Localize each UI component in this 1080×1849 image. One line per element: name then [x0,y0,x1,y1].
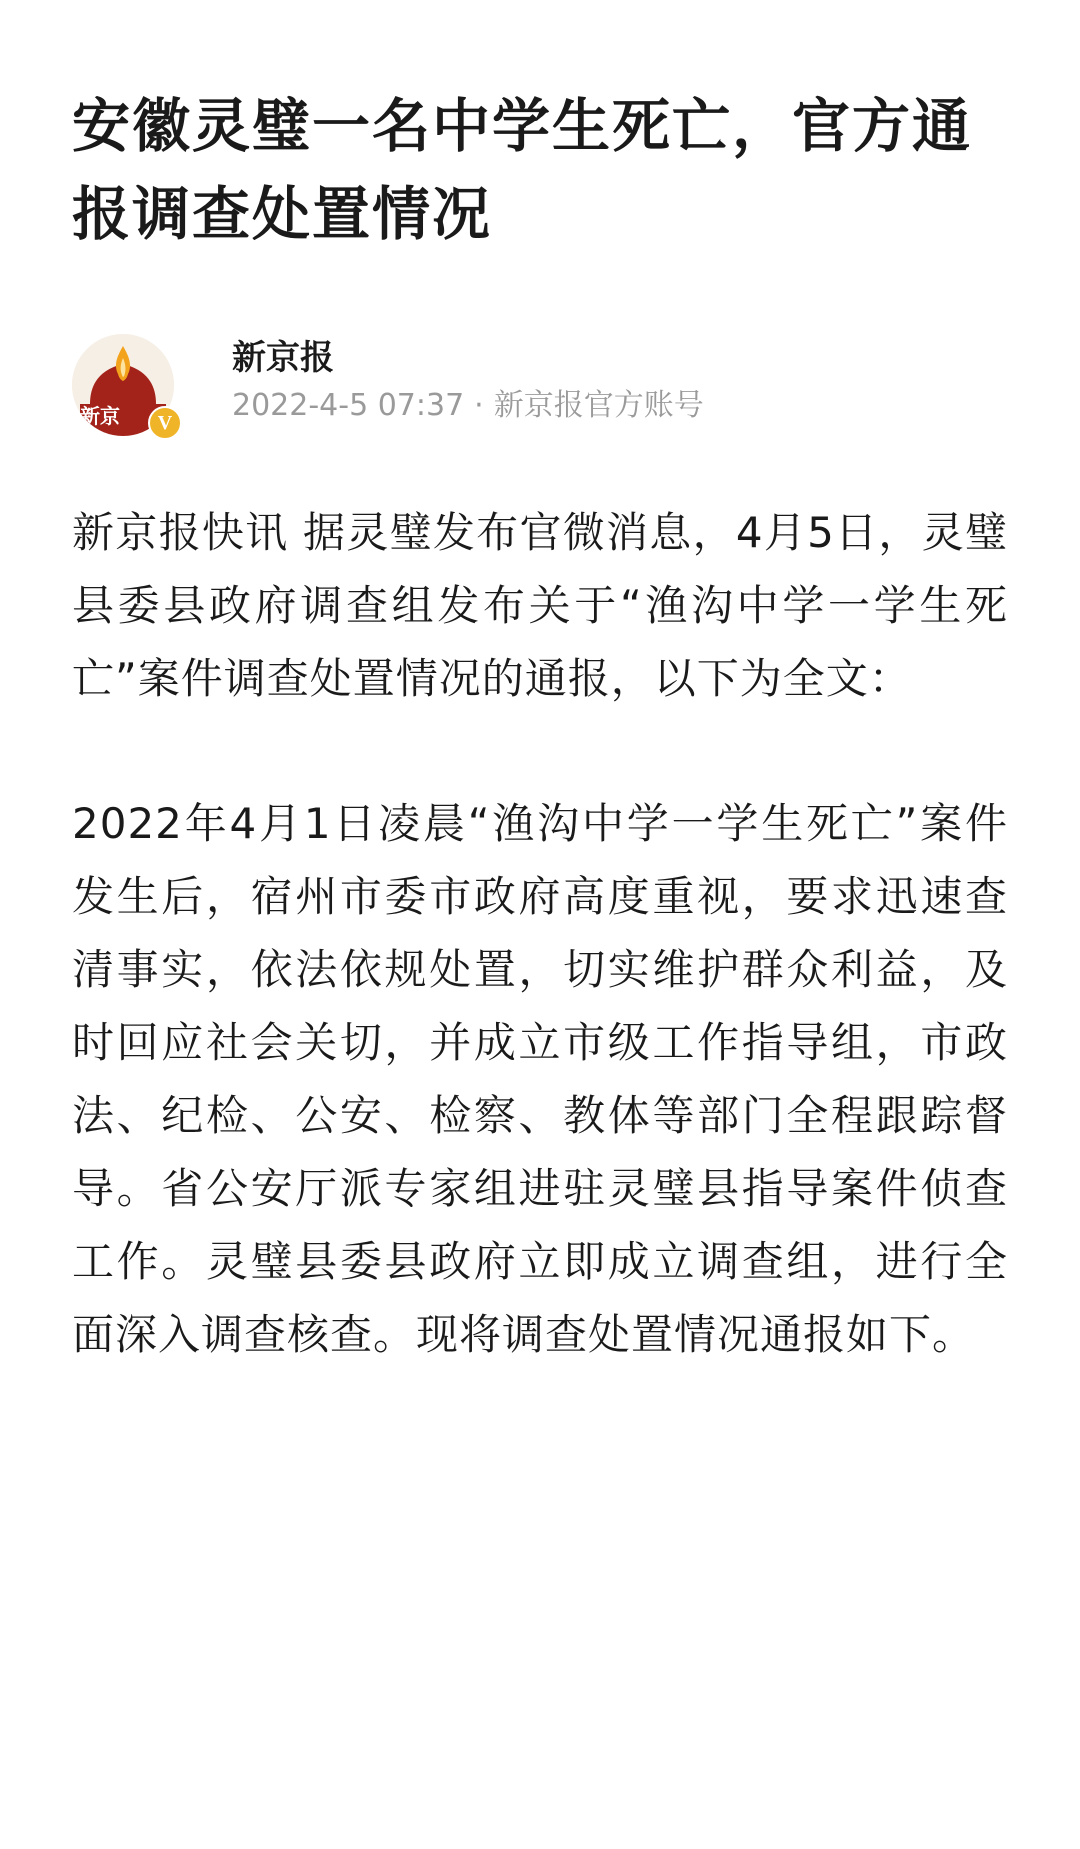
account-label: 新京报官方账号 [493,388,704,423]
paragraph: 2022年4月1日凌晨“渔沟中学一学生死亡”案件发生后，宿州市委市政府高度重视，要求迅速查清事实，依法依规处置，切实维护群众利益，及时回应社会关切，并成立市级工作指导组，市政法、纪检、公安、检察、教体等部门全程跟踪督导。省公安厅派专家组进驻灵璧县指导案件侦查工作。灵璧县委县政府立即成立调查组，进行全面深入调查核查。现将调查处置情况通报如下。 [72,799,1008,1359]
publish-date: 2022-4-5 07:37 [232,388,465,423]
avatar-text: 新京 [80,406,120,428]
meta-separator: · [474,388,484,423]
verified-badge-icon: V [148,406,182,440]
author-row[interactable] [72,328,1008,438]
author-name[interactable]: 新京报 [232,338,334,378]
article-meta [232,386,704,426]
paragraph: 新京报快讯 据灵璧发布官微消息，4月5日，灵璧县委县政府调查组发布关于“渔沟中学一学生死亡”案件调查处置情况的通报，以下为全文： [72,508,1008,703]
article-body [72,496,1008,1371]
article-title: 安徽灵璧一名中学生死亡，官方通报调查处置情况 [72,92,973,248]
